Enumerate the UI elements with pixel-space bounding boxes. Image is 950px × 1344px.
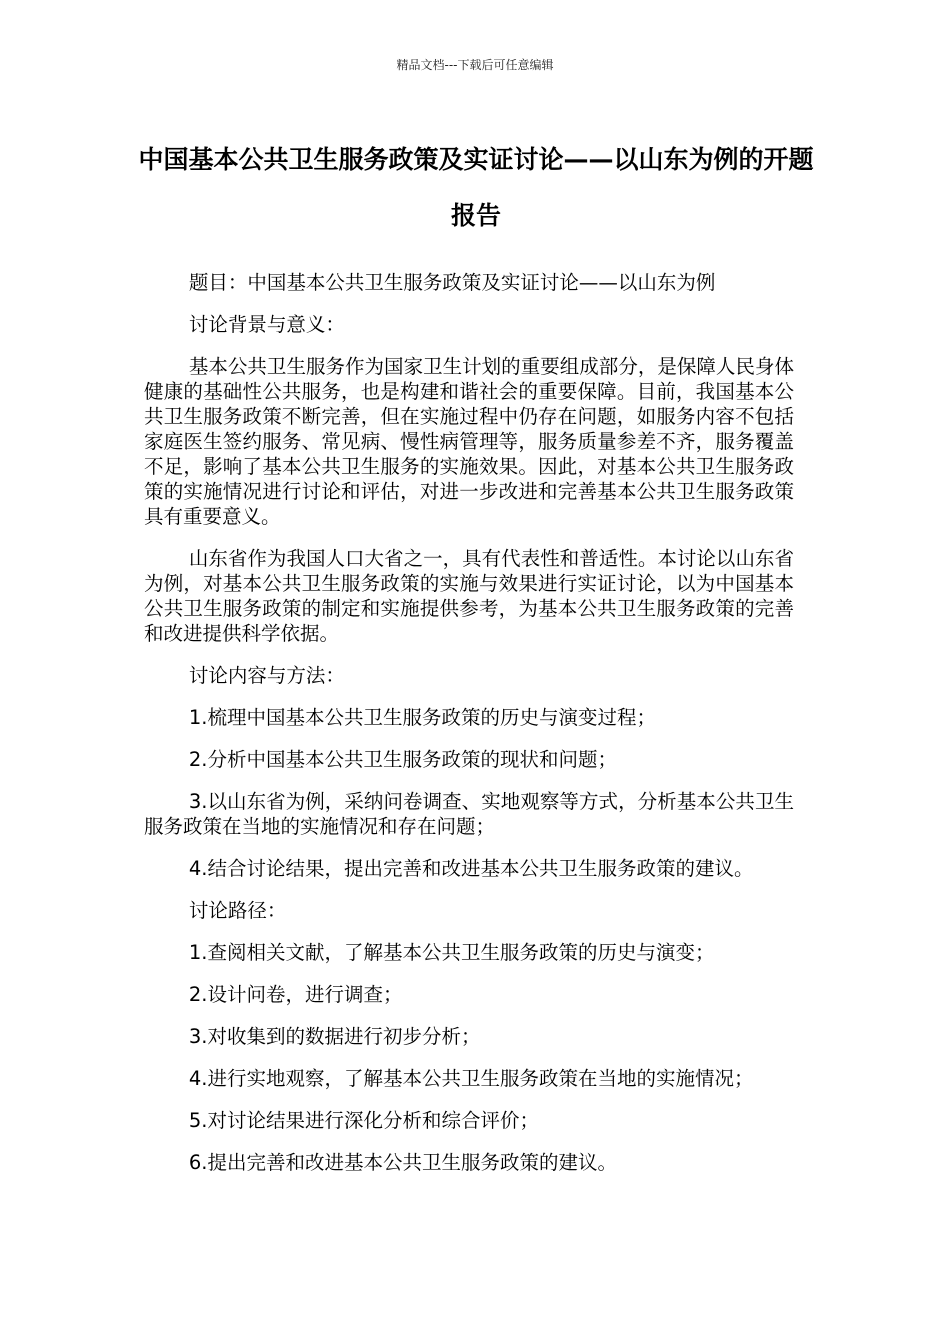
section-heading-content-method: 讨论内容与方法：: [188, 664, 345, 687]
background-paragraph-2: 山东省作为我国人口大省之一，具有代表性和普适性。本讨论以山东省为例，对基本公共卫生服务政策的实施与效果进行实证讨论，以为中国基本公共卫生服务政策的制定和实施提供参考，为基本公共卫生服务政策的完善和改进提供科学依据。: [144, 547, 794, 645]
path-item-4: 4.进行实地观察，了解基本公共卫生服务政策在当地的实施情况；: [188, 1067, 754, 1090]
section-heading-background: 讨论背景与意义：: [188, 313, 345, 336]
document-title: 中国基本公共卫生服务政策及实证讨论——以山东为例的开题报告: [138, 145, 814, 230]
content-item-4: 4.结合讨论结果，提出完善和改进基本公共卫生服务政策的建议。: [188, 857, 754, 880]
section-heading-path: 讨论路径：: [188, 899, 287, 922]
content-item-1: 1.梳理中国基本公共卫生服务政策的历史与演变过程；: [188, 706, 656, 729]
background-paragraph-1: 基本公共卫生服务作为国家卫生计划的重要组成部分，是保障人民身体健康的基础性公共服务，也是构建和谐社会的重要保障。目前，我国基本公共卫生服务政策不断完善，但在实施过程中仍存在问题，如服务内容不包括家庭医生签约服务、常见病、慢性病管理等，服务质量参差不齐，服务覆盖不足，影响了基本公共卫生服务的实施效果。因此，对基本公共卫生服务政策的实施情况进行讨论和评估，对进一步改进和完善基本公共卫生服务政策具有重要意义。: [144, 355, 794, 528]
content-item-3: 3.以山东省为例，采纳问卷调查、实地观察等方式，分析基本公共卫生服务政策在当地的实施情况和存在问题；: [144, 790, 794, 838]
header-note: 精品文档---下载后可任意编辑: [396, 58, 554, 72]
path-item-3: 3.对收集到的数据进行初步分析；: [188, 1025, 481, 1048]
path-item-1: 1.查阅相关文献，了解基本公共卫生服务政策的历史与演变；: [188, 941, 715, 964]
document-body: [144, 270, 794, 1192]
path-item-2: 2.设计问卷，进行调查；: [188, 983, 403, 1006]
path-item-5: 5.对讨论结果进行深化分析和综合评价；: [188, 1109, 539, 1132]
path-item-6: 6.提出完善和改进基本公共卫生服务政策的建议。: [188, 1151, 617, 1174]
topic-line: 题目：中国基本公共卫生服务政策及实证讨论——以山东为例: [188, 271, 716, 294]
content-item-2: 2.分析中国基本公共卫生服务政策的现状和问题；: [188, 748, 617, 771]
